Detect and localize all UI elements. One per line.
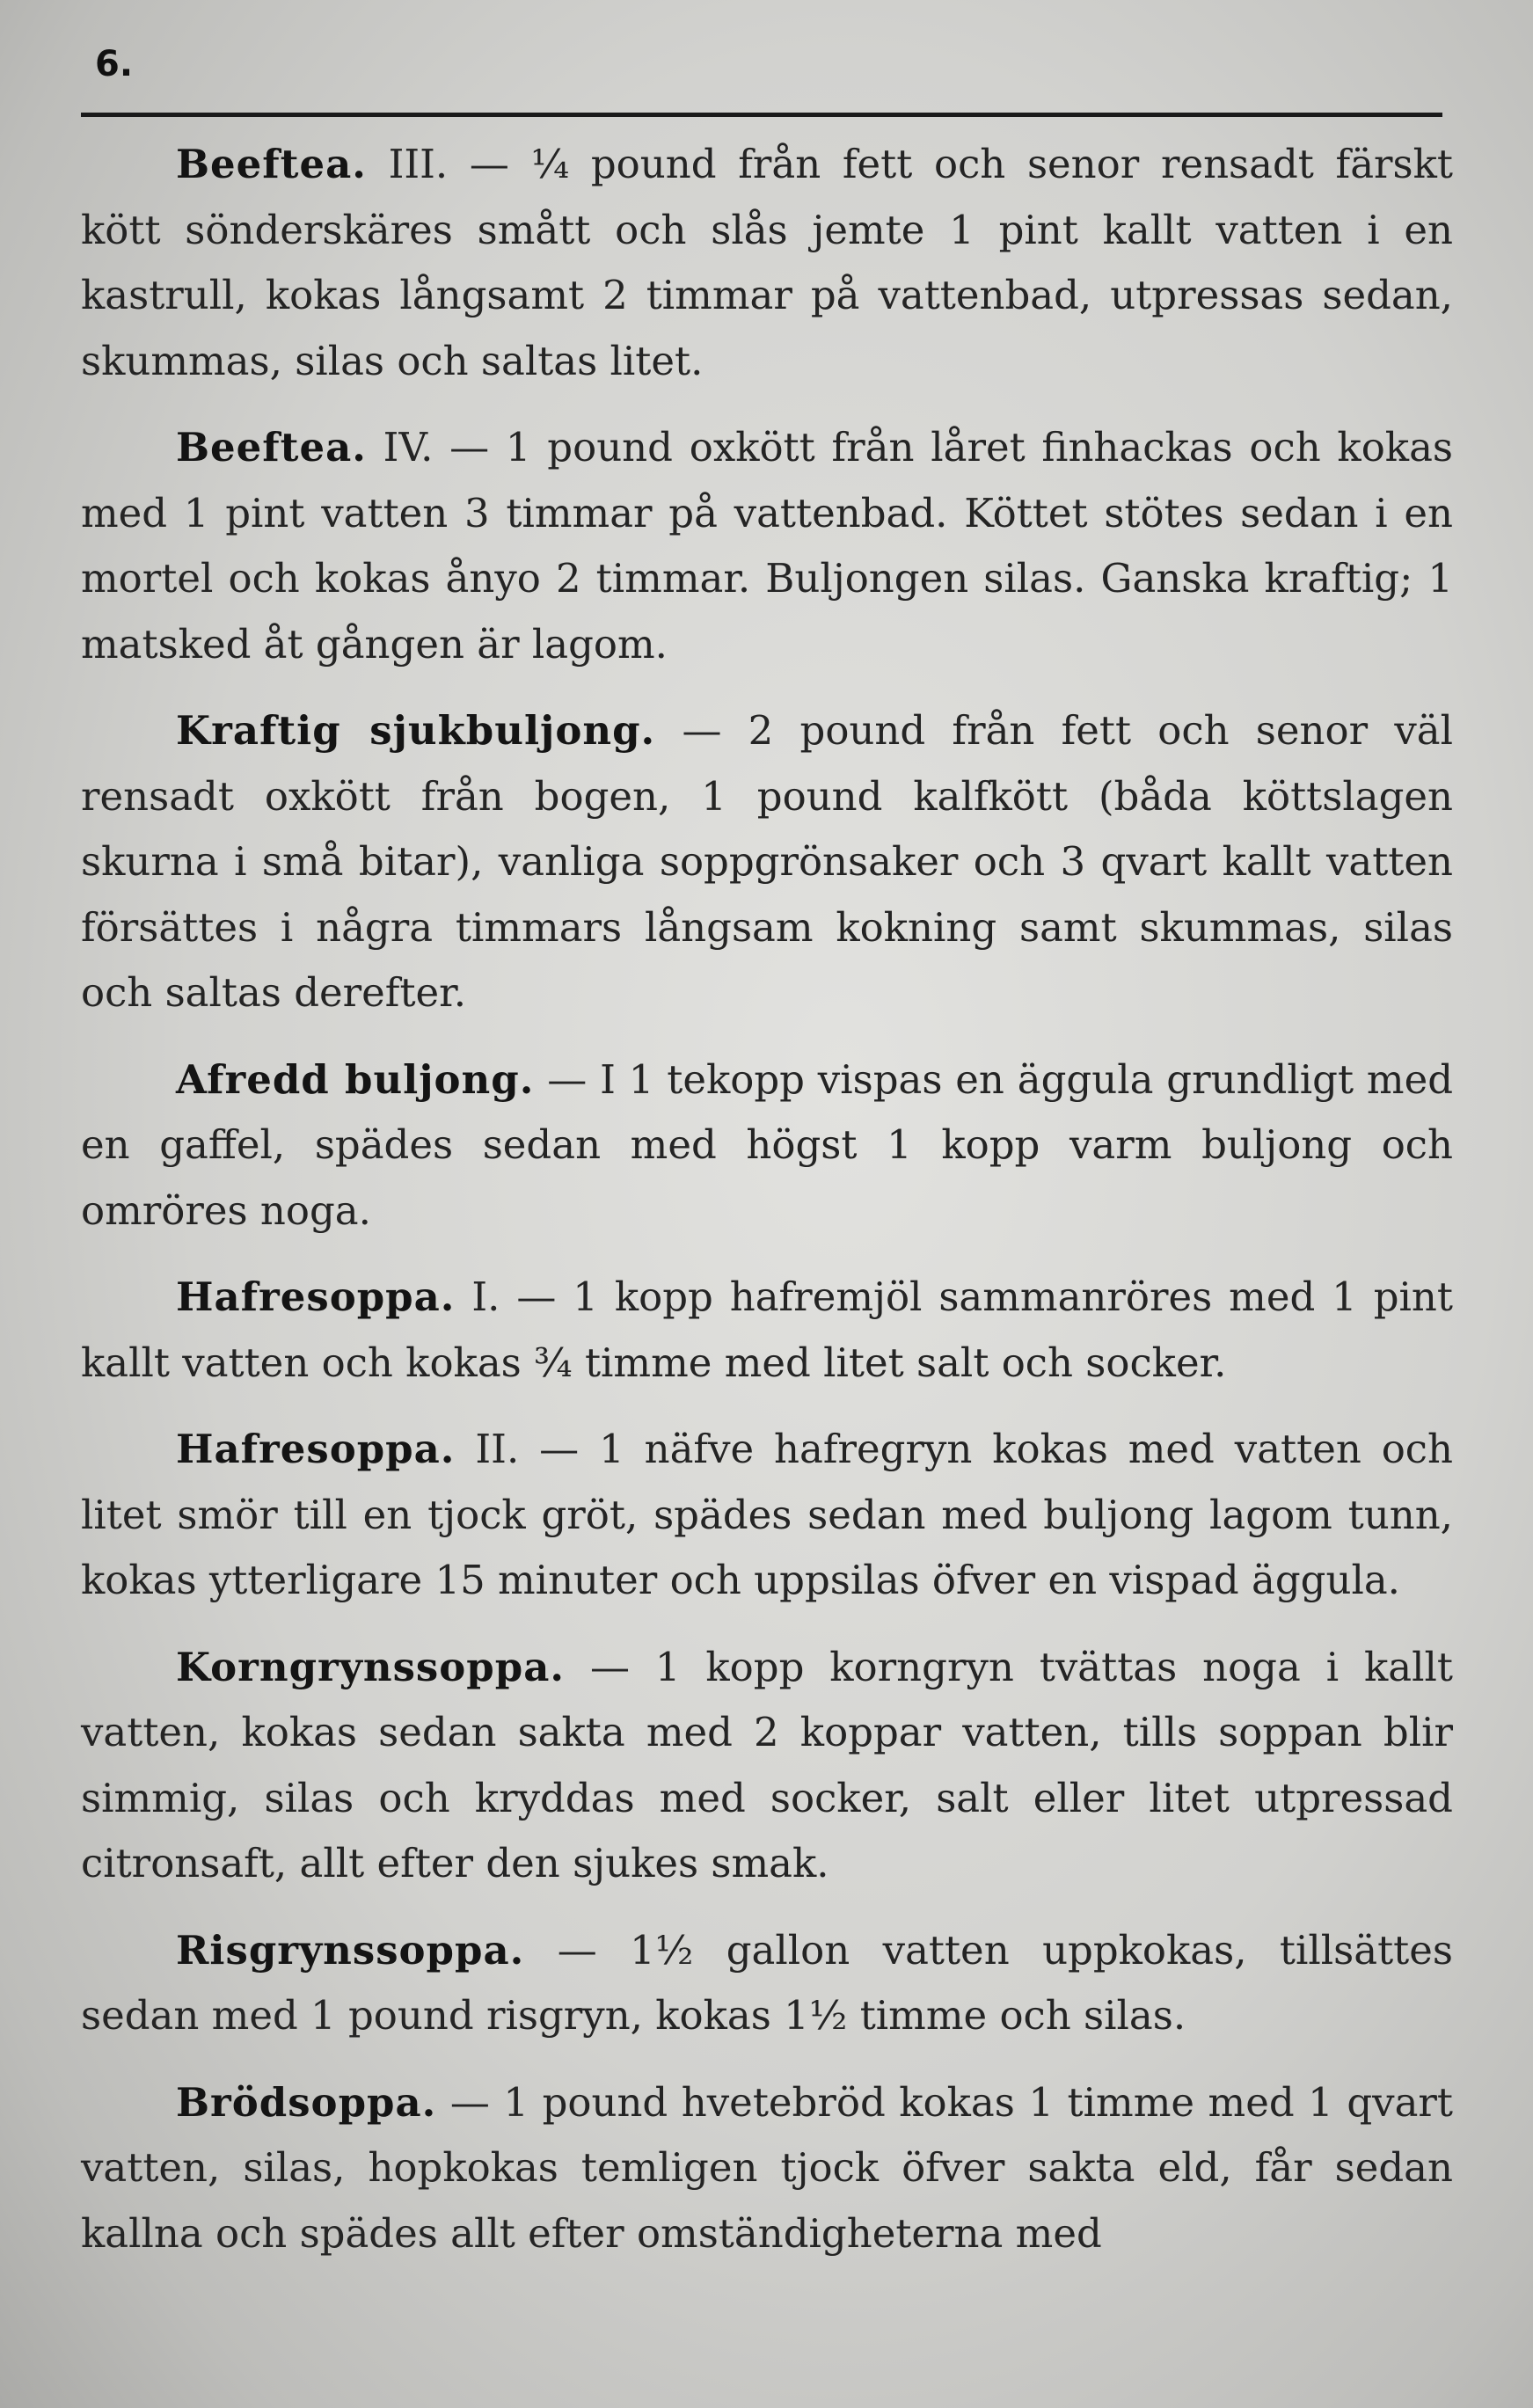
- recipe-risgrynssoppa: [81, 1918, 1453, 2049]
- header-rule: [81, 113, 1442, 117]
- recipe-title: Hafresoppa.: [176, 1426, 456, 1472]
- recipe-beeftea-iii: [81, 132, 1453, 394]
- recipe-text: — I 1 tekopp vispas en äggula grundligt med en gaffel, spädes sedan med högst 1 kopp varm buljong och omröres noga.: [81, 1055, 1454, 1234]
- recipe-beeftea-iv: [81, 415, 1453, 677]
- recipe-title: Korngrynssoppa.: [176, 1643, 566, 1690]
- recipe-korngrynssoppa: [81, 1635, 1453, 1897]
- recipe-title: Beeftea.: [176, 141, 367, 187]
- recipe-text: IV. — 1 pound oxkött från låret finhackas och kokas med 1 pint vatten 3 timmar på vattenbad. Köttet stötes sedan i en mortel och kokas ånyo 2 timmar. Buljongen silas. Ganska kraftig; 1 matsked åt gången är lagom.: [81, 424, 1453, 668]
- recipe-list: [81, 132, 1453, 2288]
- recipe-hafresoppa-i: [81, 1265, 1453, 1396]
- recipe-text: II. — 1 näfve hafregryn kokas med vatten och litet smör till en tjock gröt, spädes sedan med buljong lagom tunn, kokas ytterligare 15 minuter och uppsilas öfver en vispad äggula.: [81, 1426, 1453, 1603]
- recipe-title: Risgrynssoppa.: [176, 1926, 525, 1974]
- page-number: 6.: [95, 44, 134, 84]
- recipe-text: — 1½ gallon vatten uppkokas, tillsättes sedan med 1 pound risgryn, kokas 1½ timme och silas.: [81, 1926, 1453, 2039]
- recipe-text: I. — 1 kopp hafremjöl sammanröres med 1 pint kallt vatten och kokas ¾ timme med litet salt och socker.: [81, 1273, 1453, 1386]
- recipe-text: III. — ¼ pound från fett och senor rensadt färskt kött sönderskäres smått och slås jemte 1 pint kallt vatten i en kastrull, kokas långsamt 2 timmar på vattenbad, utpressas sedan, skummas, silas och saltas litet.: [81, 141, 1453, 384]
- recipe-title: Kraftig sjukbuljong.: [176, 707, 656, 754]
- recipe-kraftig-sjukbuljong: [81, 698, 1453, 1026]
- recipe-afredd-buljong: [81, 1047, 1453, 1244]
- recipe-text: — 1 pound hvetebröd kokas 1 timme med 1 qvart vatten, silas, hopkokas temligen tjock öfver sakta eld, får sedan kallna och spädes allt efter omständigheterna med: [81, 2078, 1453, 2257]
- recipe-title: Hafresoppa.: [176, 1273, 456, 1320]
- recipe-hafresoppa-ii: [81, 1417, 1453, 1614]
- recipe-title: Beeftea.: [176, 424, 367, 471]
- recipe-title: Brödsoppa.: [176, 2078, 437, 2126]
- recipe-text: — 1 kopp korngryn tvättas noga i kallt vatten, kokas sedan sakta med 2 koppar vatten, tills soppan blir simmig, silas och kryddas med socker, salt eller litet utpressad citronsaft, allt efter den sjukes smak.: [81, 1643, 1453, 1886]
- recipe-brodsoppa: [81, 2070, 1453, 2267]
- recipe-text: — 2 pound från fett och senor väl rensadt oxkött från bogen, 1 pound kalfkött (båda köttslagen skurna i små bitar), vanliga soppgrönsaker och 3 qvart kallt vatten försättes i några timmars långsam kokning samt skummas, silas och saltas derefter.: [81, 707, 1453, 1016]
- recipe-title: Afredd buljong.: [176, 1055, 535, 1103]
